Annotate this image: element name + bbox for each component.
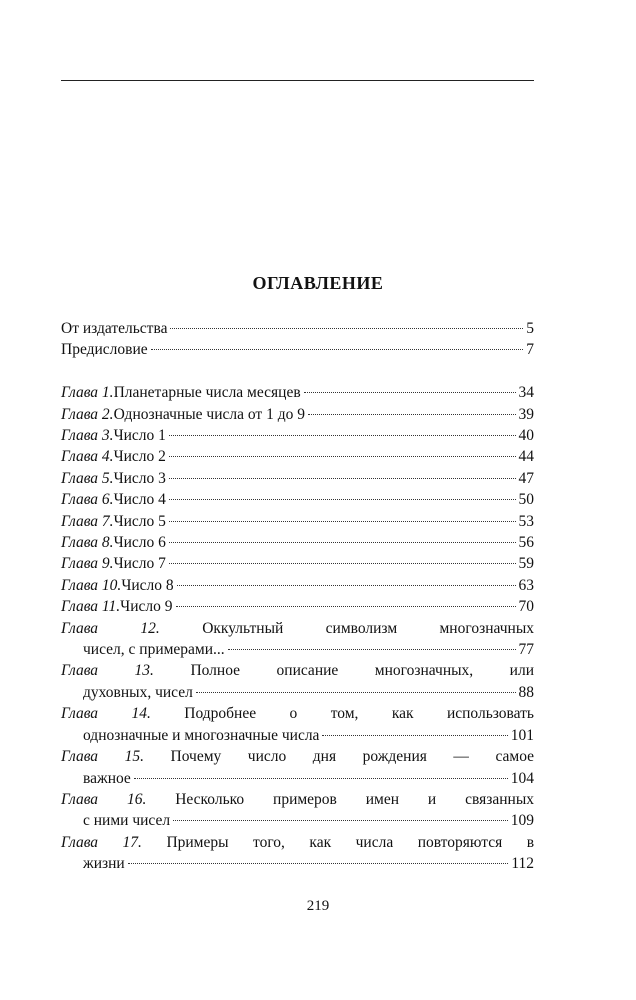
toc-line xyxy=(61,446,534,467)
toc-line xyxy=(61,553,534,574)
chapter-page: 40 xyxy=(518,427,534,445)
chapter-title: Подробнее о том, как использовать xyxy=(184,705,534,723)
dot-leader xyxy=(169,499,516,500)
dot-leader xyxy=(169,521,516,522)
entry-title: Предисловие xyxy=(61,341,148,359)
chapter-page: 101 xyxy=(510,726,534,744)
chapter-label: Глава 14. xyxy=(61,705,151,723)
chapter-title-cont: с ними чисел xyxy=(83,812,171,830)
toc-line xyxy=(61,682,534,703)
dot-leader xyxy=(228,649,516,650)
toc-line xyxy=(61,789,534,810)
chapter-title: Полное описание многозначных, или xyxy=(190,662,534,680)
chapter-title-cont: духовных, чисел xyxy=(83,683,193,701)
toc-line xyxy=(61,768,534,789)
chapter-title: Число 6 xyxy=(113,534,166,552)
dot-leader xyxy=(169,456,516,457)
chapter-title: Однозначные числа от 1 до 9 xyxy=(113,405,305,423)
chapter-list xyxy=(61,382,534,874)
dot-leader xyxy=(304,392,516,393)
entry-page: 7 xyxy=(526,341,534,359)
chapter-label: Глава 16. xyxy=(61,790,147,808)
toc-line xyxy=(61,575,534,596)
dot-leader xyxy=(134,778,508,779)
toc-entry xyxy=(61,789,534,832)
chapter-page: 53 xyxy=(518,512,534,530)
toc-entry xyxy=(61,511,534,532)
chapter-title: Число 8 xyxy=(121,576,174,594)
page-number: 219 xyxy=(306,898,330,914)
chapter-title-cont: важное xyxy=(83,769,131,787)
chapter-title: Число 2 xyxy=(113,448,166,466)
toc-line xyxy=(61,618,534,639)
chapter-page: 104 xyxy=(510,769,534,787)
chapter-page: 59 xyxy=(518,555,534,573)
toc-entry xyxy=(61,596,534,617)
dot-leader xyxy=(169,542,516,543)
chapter-label: Глава 17. xyxy=(61,833,142,851)
chapter-label: Глава 9. xyxy=(61,555,114,573)
toc-line xyxy=(61,725,534,746)
chapter-page: 34 xyxy=(518,384,534,402)
chapter-title-cont: чисел, с примерами... xyxy=(83,641,225,659)
toc-line xyxy=(61,532,534,553)
toc-entry xyxy=(61,660,534,703)
toc-line xyxy=(61,318,534,339)
chapter-label: Глава 2. xyxy=(61,405,114,423)
toc-entry xyxy=(61,318,534,339)
chapter-title: Число 9 xyxy=(120,598,173,616)
toc-entry xyxy=(61,575,534,596)
toc-entry xyxy=(61,553,534,574)
dot-leader xyxy=(151,349,524,350)
chapter-label: Глава 4. xyxy=(61,448,114,466)
chapter-label: Глава 6. xyxy=(61,491,114,509)
chapter-label: Глава 7. xyxy=(61,512,114,530)
chapter-title: Число 5 xyxy=(113,512,166,530)
dot-leader xyxy=(322,735,507,736)
toc-entry xyxy=(61,339,534,360)
toc-entry xyxy=(61,425,534,446)
toc-entry xyxy=(61,532,534,553)
chapter-label: Глава 5. xyxy=(61,469,114,487)
toc-line xyxy=(61,425,534,446)
chapter-page: 44 xyxy=(518,448,534,466)
toc-entry xyxy=(61,489,534,510)
chapter-label: Глава 15. xyxy=(61,748,144,766)
chapter-label: Глава 1. xyxy=(61,384,114,402)
toc-line xyxy=(61,596,534,617)
table-of-contents xyxy=(61,318,534,875)
toc-line xyxy=(61,489,534,510)
dot-leader xyxy=(169,435,516,436)
dot-leader xyxy=(169,478,516,479)
toc-line xyxy=(61,404,534,425)
chapter-page: 109 xyxy=(510,812,534,830)
toc-entry xyxy=(61,382,534,403)
toc-line xyxy=(61,810,534,831)
chapter-title: Оккультный символизм многозначных xyxy=(202,619,535,637)
toc-line xyxy=(61,511,534,532)
toc-entry xyxy=(61,446,534,467)
toc-line xyxy=(61,339,534,360)
dot-leader xyxy=(173,820,508,821)
dot-leader xyxy=(128,863,509,864)
toc-line xyxy=(61,853,534,874)
toc-entry xyxy=(61,746,534,789)
chapter-page: 56 xyxy=(518,534,534,552)
chapter-title-cont: жизни xyxy=(83,855,125,873)
chapter-title: Несколько примеров имен и связанных xyxy=(175,790,534,808)
chapter-page: 47 xyxy=(518,469,534,487)
toc-line xyxy=(61,703,534,724)
chapter-title: Почему число дня рождения — самое xyxy=(170,748,535,766)
section-gap xyxy=(61,361,534,382)
chapter-page: 63 xyxy=(518,576,534,594)
entry-page: 5 xyxy=(526,320,534,337)
dot-leader xyxy=(170,328,523,329)
chapter-page: 50 xyxy=(518,491,534,509)
toc-entry xyxy=(61,703,534,746)
chapter-page: 77 xyxy=(518,641,534,659)
toc-line xyxy=(61,832,534,853)
page-title: ОГЛАВЛЕНИЕ xyxy=(252,273,384,293)
toc-entry xyxy=(61,618,534,661)
dot-leader xyxy=(169,563,516,564)
chapter-page: 39 xyxy=(518,405,534,423)
toc-line xyxy=(61,660,534,681)
toc-line xyxy=(61,746,534,767)
dot-leader xyxy=(308,414,516,415)
front-matter-list xyxy=(61,318,534,361)
toc-line xyxy=(61,382,534,403)
toc-line xyxy=(61,639,534,660)
chapter-label: Глава 10. xyxy=(61,576,122,594)
chapter-title: Примеры того, как числа повторяются в xyxy=(166,833,535,851)
toc-entry xyxy=(61,832,534,875)
chapter-label: Глава 13. xyxy=(61,662,154,680)
chapter-page: 112 xyxy=(511,855,534,873)
chapter-title: Число 3 xyxy=(113,469,166,487)
chapter-label: Глава 8. xyxy=(61,534,114,552)
top-rule xyxy=(61,80,534,81)
chapter-title-cont: однозначные и многозначные числа xyxy=(83,726,320,744)
entry-title: От издательства xyxy=(61,320,168,337)
dot-leader xyxy=(196,692,516,693)
toc-entry xyxy=(61,404,534,425)
dot-leader xyxy=(176,606,516,607)
chapter-title: Планетарные числа месяцев xyxy=(113,384,301,402)
toc-line xyxy=(61,468,534,489)
chapter-title: Число 4 xyxy=(113,491,166,509)
dot-leader xyxy=(177,585,516,586)
chapter-title: Число 7 xyxy=(113,555,166,573)
chapter-page: 88 xyxy=(518,683,534,701)
chapter-label: Глава 3. xyxy=(61,427,114,445)
chapter-label: Глава 12. xyxy=(61,619,160,637)
chapter-title: Число 1 xyxy=(113,427,166,445)
chapter-page: 70 xyxy=(518,598,534,616)
toc-entry xyxy=(61,468,534,489)
chapter-label: Глава 11. xyxy=(61,598,121,616)
